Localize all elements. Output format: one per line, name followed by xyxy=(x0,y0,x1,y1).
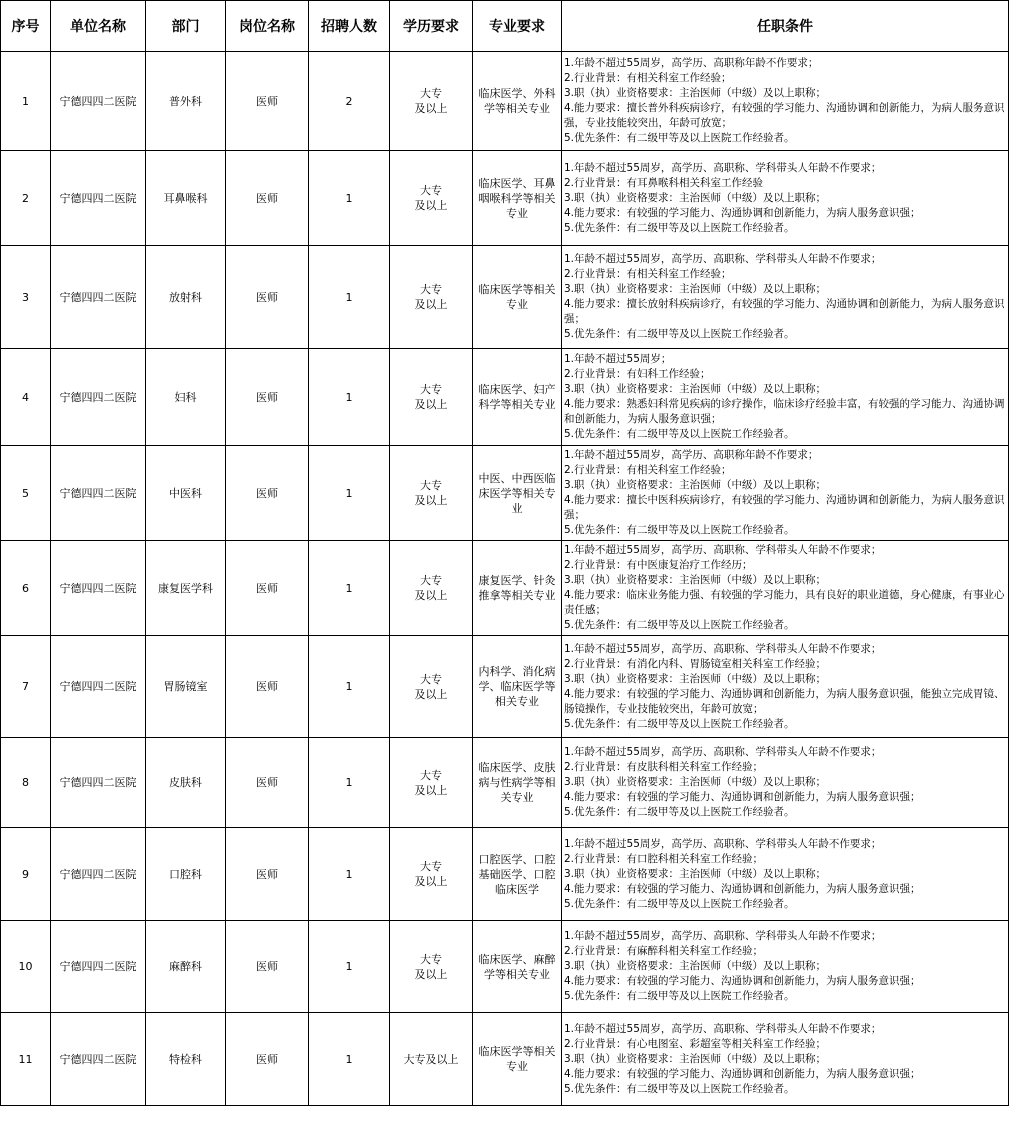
condition-line: 1.年龄不超过55周岁，高学历、高职称、学科带头人年龄不作要求； xyxy=(564,746,882,758)
condition-line: 1.年龄不超过55周岁，高学历、高职称、学科带头人年龄不作要求； xyxy=(564,930,882,942)
cell-conditions xyxy=(562,1013,1009,1106)
cell-no: 5 xyxy=(1,446,51,541)
condition-line: 3.职（执）业资格要求：主治医师（中级）及以上职称； xyxy=(564,479,827,491)
cell-major: 临床医学、耳鼻咽喉科学等相关专业 xyxy=(473,151,562,246)
cell-conditions xyxy=(562,349,1009,446)
cell-conditions xyxy=(562,246,1009,349)
condition-line: 1.年龄不超过55周岁，高学历、高职称年龄不作要求； xyxy=(564,57,819,69)
cell-edu xyxy=(390,151,473,246)
condition-line: 2.行业背景：有麻醉科相关科室工作经验； xyxy=(564,945,764,957)
cell-major: 临床医学、外科学等相关专业 xyxy=(473,52,562,151)
edu-line: 大专 xyxy=(420,952,442,966)
cell-edu xyxy=(390,446,473,541)
cell-no: 1 xyxy=(1,52,51,151)
cell-no: 9 xyxy=(1,828,51,921)
condition-line: 5.优先条件：有二级甲等及以上医院工作经验者。 xyxy=(564,897,795,910)
condition-line: 3.职（执）业资格要求：主治医师（中级）及以上职称； xyxy=(564,283,827,295)
cell-dept: 特检科 xyxy=(146,1013,226,1106)
header-no: 序号 xyxy=(1,1,51,52)
cell-major: 临床医学等相关专业 xyxy=(473,246,562,349)
condition-line: 4.能力要求：擅长中医科疾病诊疗，有较强的学习能力、沟通协调和创新能力，为病人服务意识强； xyxy=(564,494,1005,521)
condition-line: 2.行业背景：有心电图室、彩超室等相关科室工作经验； xyxy=(564,1037,827,1050)
condition-line: 1.年龄不超过55周岁，高学历、高职称、学科带头人年龄不作要求； xyxy=(564,161,882,174)
condition-line: 2.行业背景：有中医康复治疗工作经历； xyxy=(564,559,753,571)
edu-line: 大专 xyxy=(420,87,442,100)
cell-count: 1 xyxy=(309,636,390,738)
condition-line: 5.优先条件：有二级甲等及以上医院工作经验者。 xyxy=(564,524,795,536)
condition-line: 3.职（执）业资格要求：主治医师（中级）及以上职称； xyxy=(564,867,827,880)
edu-line: 及以上 xyxy=(414,783,448,797)
condition-line: 2.行业背景：有相关科室工作经验； xyxy=(564,72,732,84)
cell-count: 1 xyxy=(309,151,390,246)
edu-line: 及以上 xyxy=(414,199,448,212)
condition-line: 5.优先条件：有二级甲等及以上医院工作经验者。 xyxy=(564,428,795,440)
condition-line: 4.能力要求：擅长普外科疾病诊疗，有较强的学习能力、沟通协调和创新能力，为病人服务意识强，专业技能较突出，年龄可放宽； xyxy=(564,102,1005,129)
cell-no: 7 xyxy=(1,636,51,738)
edu-line: 大专 xyxy=(420,383,442,396)
cell-count: 1 xyxy=(309,738,390,828)
cell-conditions xyxy=(562,828,1009,921)
condition-line: 3.职（执）业资格要求：主治医师（中级）及以上职称； xyxy=(564,776,827,788)
table-row xyxy=(1,1013,1009,1106)
cell-major: 中医、中西医临床医学等相关专业 xyxy=(473,446,562,541)
cell-edu xyxy=(390,349,473,446)
cell-no: 11 xyxy=(1,1013,51,1106)
header-count: 招聘人数 xyxy=(309,1,390,52)
cell-dept: 麻醉科 xyxy=(146,921,226,1013)
edu-line: 及以上 xyxy=(414,589,448,602)
condition-line: 3.职（执）业资格要求：主治医师（中级）及以上职称； xyxy=(564,383,827,395)
cell-no: 8 xyxy=(1,738,51,828)
condition-line: 4.能力要求：有较强的学习能力、沟通协调和创新能力，为病人服务意识强； xyxy=(564,975,921,987)
cell-edu xyxy=(390,246,473,349)
header-major: 专业要求 xyxy=(473,1,562,52)
edu-line: 大专 xyxy=(420,184,442,197)
edu-line: 大专及以上 xyxy=(403,1052,459,1066)
cell-dept: 口腔科 xyxy=(146,828,226,921)
cell-conditions xyxy=(562,151,1009,246)
cell-count: 2 xyxy=(309,52,390,151)
condition-line: 2.行业背景：有口腔科相关科室工作经验； xyxy=(564,852,764,865)
condition-line: 2.行业背景：有皮肤科相关科室工作经验； xyxy=(564,761,764,773)
condition-line: 4.能力要求：临床业务能力强、有较强的学习能力，具有良好的职业道德，身心健康，有事业心责任感； xyxy=(564,589,1005,616)
condition-line: 5.优先条件：有二级甲等及以上医院工作经验者。 xyxy=(564,132,795,144)
condition-line: 5.优先条件：有二级甲等及以上医院工作经验者。 xyxy=(564,221,795,234)
cell-count: 1 xyxy=(309,246,390,349)
cell-dept: 中医科 xyxy=(146,446,226,541)
cell-unit: 宁德四四二医院 xyxy=(51,921,146,1013)
cell-count: 1 xyxy=(309,1013,390,1106)
condition-line: 1.年龄不超过55周岁； xyxy=(564,353,672,365)
cell-count: 1 xyxy=(309,828,390,921)
condition-line: 2.行业背景：有耳鼻喉科相关科室工作经验 xyxy=(564,176,764,189)
cell-unit: 宁德四四二医院 xyxy=(51,349,146,446)
condition-line: 3.职（执）业资格要求：主治医师（中级）及以上职称； xyxy=(564,960,827,972)
cell-major: 口腔医学、口腔基础医学、口腔临床医学 xyxy=(473,828,562,921)
header-row xyxy=(1,1,1009,52)
cell-post: 医师 xyxy=(226,52,309,151)
edu-line: 大专 xyxy=(420,768,442,782)
cell-conditions xyxy=(562,636,1009,738)
condition-line: 4.能力要求：熟悉妇科常见疾病的诊疗操作，临床诊疗经验丰富，有较强的学习能力、沟通协调和创新能力，为病人服务意识强； xyxy=(564,398,1005,425)
cell-no: 4 xyxy=(1,349,51,446)
condition-line: 4.能力要求：有较强的学习能力、沟通协调和创新能力，为病人服务意识强； xyxy=(564,791,921,803)
cell-post: 医师 xyxy=(226,921,309,1013)
condition-line: 1.年龄不超过55周岁，高学历、高职称、学科带头人年龄不作要求； xyxy=(564,1022,882,1035)
condition-line: 4.能力要求：有较强的学习能力、沟通协调和创新能力，为病人服务意识强； xyxy=(564,882,921,895)
table-row xyxy=(1,738,1009,828)
cell-edu xyxy=(390,828,473,921)
cell-conditions xyxy=(562,738,1009,828)
condition-line: 3.职（执）业资格要求：主治医师（中级）及以上职称； xyxy=(564,672,827,685)
condition-line: 5.优先条件：有二级甲等及以上医院工作经验者。 xyxy=(564,717,795,730)
cell-unit: 宁德四四二医院 xyxy=(51,151,146,246)
cell-edu xyxy=(390,921,473,1013)
cell-unit: 宁德四四二医院 xyxy=(51,52,146,151)
cell-major: 康复医学、针灸推拿等相关专业 xyxy=(473,541,562,636)
cell-post: 医师 xyxy=(226,828,309,921)
cell-conditions xyxy=(562,446,1009,541)
cell-conditions xyxy=(562,541,1009,636)
cell-unit: 宁德四四二医院 xyxy=(51,246,146,349)
edu-line: 及以上 xyxy=(414,398,448,411)
header-dept: 部门 xyxy=(146,1,226,52)
table-row xyxy=(1,541,1009,636)
cell-no: 6 xyxy=(1,541,51,636)
table-row xyxy=(1,446,1009,541)
cell-post: 医师 xyxy=(226,636,309,738)
cell-post: 医师 xyxy=(226,541,309,636)
edu-line: 大专 xyxy=(420,574,442,587)
table-row xyxy=(1,828,1009,921)
edu-line: 大专 xyxy=(420,479,442,492)
cell-conditions xyxy=(562,921,1009,1013)
cell-post: 医师 xyxy=(226,446,309,541)
table-row xyxy=(1,921,1009,1013)
condition-line: 2.行业背景：有妇科工作经验； xyxy=(564,368,711,380)
cell-edu xyxy=(390,52,473,151)
table-row xyxy=(1,246,1009,349)
edu-line: 大专 xyxy=(420,860,442,873)
cell-dept: 康复医学科 xyxy=(146,541,226,636)
condition-line: 5.优先条件：有二级甲等及以上医院工作经验者。 xyxy=(564,328,795,340)
table-row xyxy=(1,636,1009,738)
condition-line: 1.年龄不超过55周岁，高学历、高职称、学科带头人年龄不作要求； xyxy=(564,642,882,655)
cell-dept: 耳鼻喉科 xyxy=(146,151,226,246)
cell-major: 临床医学、麻醉学等相关专业 xyxy=(473,921,562,1013)
condition-line: 3.职（执）业资格要求：主治医师（中级）及以上职称； xyxy=(564,87,827,99)
edu-line: 大专 xyxy=(420,672,442,686)
condition-line: 3.职（执）业资格要求：主治医师（中级）及以上职称； xyxy=(564,574,827,586)
condition-line: 2.行业背景：有消化内科、胃肠镜室相关科室工作经验； xyxy=(564,657,827,670)
cell-post: 医师 xyxy=(226,246,309,349)
edu-line: 及以上 xyxy=(414,494,448,507)
condition-line: 2.行业背景：有相关科室工作经验； xyxy=(564,464,732,476)
edu-line: 及以上 xyxy=(414,102,448,115)
header-post: 岗位名称 xyxy=(226,1,309,52)
condition-line: 3.职（执）业资格要求：主治医师（中级）及以上职称； xyxy=(564,1052,827,1065)
cell-major: 临床医学等相关专业 xyxy=(473,1013,562,1106)
condition-line: 3.职（执）业资格要求：主治医师（中级）及以上职称； xyxy=(564,191,827,204)
edu-line: 及以上 xyxy=(414,875,448,888)
condition-line: 5.优先条件：有二级甲等及以上医院工作经验者。 xyxy=(564,619,795,631)
edu-line: 及以上 xyxy=(414,687,448,701)
page-bottom-margin xyxy=(0,1115,1009,1123)
condition-line: 5.优先条件：有二级甲等及以上医院工作经验者。 xyxy=(564,806,795,818)
condition-line: 5.优先条件：有二级甲等及以上医院工作经验者。 xyxy=(564,990,795,1002)
cell-no: 2 xyxy=(1,151,51,246)
condition-line: 5.优先条件：有二级甲等及以上医院工作经验者。 xyxy=(564,1082,795,1095)
cell-dept: 胃肠镜室 xyxy=(146,636,226,738)
edu-line: 大专 xyxy=(420,283,442,296)
table-row xyxy=(1,151,1009,246)
cell-major: 临床医学、皮肤病与性病学等相关专业 xyxy=(473,738,562,828)
condition-line: 4.能力要求：有较强的学习能力、沟通协调和创新能力，为病人服务意识强； xyxy=(564,1067,921,1080)
cell-conditions xyxy=(562,52,1009,151)
table-row xyxy=(1,349,1009,446)
cell-unit: 宁德四四二医院 xyxy=(51,738,146,828)
cell-post: 医师 xyxy=(226,151,309,246)
cell-edu xyxy=(390,636,473,738)
cell-edu xyxy=(390,1013,473,1106)
header-conditions: 任职条件 xyxy=(562,1,1009,52)
condition-line: 2.行业背景：有相关科室工作经验； xyxy=(564,268,732,280)
header-unit: 单位名称 xyxy=(51,1,146,52)
cell-count: 1 xyxy=(309,541,390,636)
cell-unit: 宁德四四二医院 xyxy=(51,1013,146,1106)
condition-line: 1.年龄不超过55周岁，高学历、高职称、学科带头人年龄不作要求； xyxy=(564,837,882,850)
condition-line: 4.能力要求：擅长放射科疾病诊疗，有较强的学习能力、沟通协调和创新能力，为病人服务意识强； xyxy=(564,298,1005,325)
cell-dept: 皮肤科 xyxy=(146,738,226,828)
cell-major: 临床医学、妇产科学等相关专业 xyxy=(473,349,562,446)
cell-post: 医师 xyxy=(226,738,309,828)
edu-line: 及以上 xyxy=(414,967,448,981)
condition-line: 1.年龄不超过55周岁，高学历、高职称、学科带头人年龄不作要求； xyxy=(564,253,882,265)
cell-unit: 宁德四四二医院 xyxy=(51,541,146,636)
cell-unit: 宁德四四二医院 xyxy=(51,636,146,738)
cell-count: 1 xyxy=(309,921,390,1013)
condition-line: 1.年龄不超过55周岁，高学历、高职称年龄不作要求； xyxy=(564,449,819,461)
condition-line: 4.能力要求：有较强的学习能力、沟通协调和创新能力，为病人服务意识强，能独立完成胃镜、肠镜操作，专业技能较突出，年龄可放宽； xyxy=(564,687,1005,715)
cell-edu xyxy=(390,541,473,636)
cell-count: 1 xyxy=(309,349,390,446)
edu-line: 及以上 xyxy=(414,298,448,311)
cell-major: 内科学、消化病学、临床医学等相关专业 xyxy=(473,636,562,738)
cell-post: 医师 xyxy=(226,1013,309,1106)
cell-count: 1 xyxy=(309,446,390,541)
cell-dept: 放射科 xyxy=(146,246,226,349)
cell-edu xyxy=(390,738,473,828)
cell-no: 3 xyxy=(1,246,51,349)
condition-line: 4.能力要求：有较强的学习能力、沟通协调和创新能力，为病人服务意识强； xyxy=(564,206,921,219)
cell-unit: 宁德四四二医院 xyxy=(51,828,146,921)
table-row xyxy=(1,52,1009,151)
header-edu: 学历要求 xyxy=(390,1,473,52)
cell-post: 医师 xyxy=(226,349,309,446)
condition-line: 1.年龄不超过55周岁，高学历、高职称、学科带头人年龄不作要求； xyxy=(564,544,882,556)
cell-dept: 普外科 xyxy=(146,52,226,151)
cell-dept: 妇科 xyxy=(146,349,226,446)
cell-no: 10 xyxy=(1,921,51,1013)
cell-unit: 宁德四四二医院 xyxy=(51,446,146,541)
